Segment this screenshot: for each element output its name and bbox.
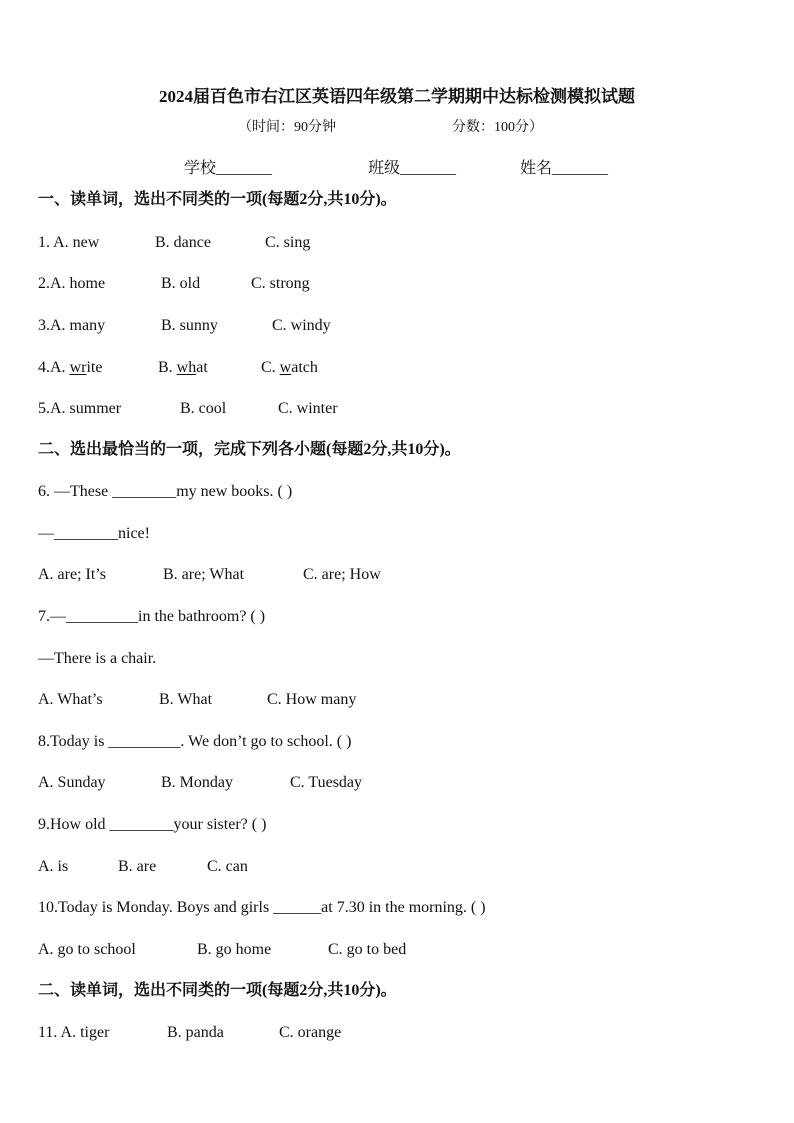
option-b: B. are — [118, 858, 157, 875]
question-7-reply: —There is a chair. — [38, 650, 157, 667]
option-a: A. is — [38, 858, 69, 875]
option-b: B. dance — [155, 234, 211, 251]
option-b-prefix: B. — [158, 359, 177, 376]
section-heading-3: 二、读单词，选出不同类的一项(每题2分,共10分)。 — [38, 982, 397, 999]
option-a: A. are; It’s — [38, 566, 106, 583]
option-a: A. many — [50, 317, 106, 334]
question-6-stem: 6. —These ________my new books. ( ) — [38, 483, 293, 500]
option-c: C. windy — [272, 317, 331, 334]
option-b: B. go home — [197, 941, 272, 958]
option-b — [158, 358, 208, 378]
question-number: 1. — [38, 234, 54, 251]
section-heading-2: 二、选出最恰当的一项，完成下列各小题(每题2分,共10分)。 — [38, 441, 461, 458]
option-c: C. winter — [278, 400, 338, 417]
question-number: 2. — [38, 275, 50, 292]
option-a-underlined: wr — [69, 359, 87, 376]
question-6-reply: —________nice! — [38, 525, 150, 542]
option-a: A. new — [53, 234, 100, 251]
page-title: 2024届百色市右江区英语四年级第二学期期中达标检测模拟试题 — [159, 87, 635, 106]
question-number: 4. — [38, 359, 50, 376]
option-a: A. home — [50, 275, 106, 292]
question-9-stem: 9.How old ________your sister? ( ) — [38, 816, 267, 833]
option-b: B. old — [161, 275, 201, 292]
option-b: B. Monday — [161, 774, 233, 791]
question-10-stem: 10.Today is Monday. Boys and girls ______at 7.30 in the morning. ( ) — [38, 899, 486, 916]
option-a: A. What’s — [38, 691, 103, 708]
name-field: 姓名_______ — [520, 160, 609, 177]
option-c: C. orange — [279, 1024, 342, 1041]
option-c: C. are; How — [303, 566, 381, 583]
option-b: B. cool — [180, 400, 227, 417]
option-a: A. tiger — [60, 1024, 110, 1041]
option-a: A. summer — [50, 400, 122, 417]
option-b: B. sunny — [161, 317, 218, 334]
question-3 — [38, 316, 105, 336]
question-number: 11. — [38, 1024, 61, 1041]
option-b: B. are; What — [163, 566, 245, 583]
school-field: 学校_______ — [184, 160, 273, 177]
question-11 — [38, 1023, 109, 1043]
option-c-prefix: C. — [261, 359, 280, 376]
question-4 — [38, 358, 102, 378]
option-b: B. What — [159, 691, 213, 708]
option-c: C. can — [207, 858, 248, 875]
option-c: C. sing — [265, 234, 311, 251]
class-field: 班级_______ — [368, 160, 457, 177]
option-c — [261, 358, 318, 378]
option-b-rest: at — [196, 359, 208, 376]
option-a-prefix: A. — [50, 359, 70, 376]
option-c-underlined: w — [279, 359, 292, 376]
exam-time: （时间：90分钟 — [238, 120, 336, 135]
option-b-underlined: wh — [176, 359, 197, 376]
question-number: 5. — [38, 400, 50, 417]
option-a: A. go to school — [38, 941, 136, 958]
option-c: C. How many — [267, 691, 357, 708]
question-1 — [38, 233, 99, 253]
question-7-stem: 7.—_________in the bathroom? ( ) — [38, 608, 266, 625]
option-a: A. Sunday — [38, 774, 106, 791]
option-c: C. Tuesday — [290, 774, 363, 791]
option-a-rest: ite — [86, 359, 103, 376]
question-2 — [38, 274, 105, 294]
question-8-stem: 8.Today is _________. We don’t go to school. ( ) — [38, 733, 352, 750]
section-heading-1: 一、读单词，选出不同类的一项(每题2分,共10分)。 — [38, 191, 397, 208]
option-c-rest: atch — [291, 359, 318, 376]
option-c: C. go to bed — [328, 941, 407, 958]
option-c: C. strong — [251, 275, 310, 292]
exam-score: 分数：100分） — [452, 120, 543, 135]
question-number: 3. — [38, 317, 50, 334]
question-5 — [38, 399, 121, 419]
option-b: B. panda — [167, 1024, 224, 1041]
